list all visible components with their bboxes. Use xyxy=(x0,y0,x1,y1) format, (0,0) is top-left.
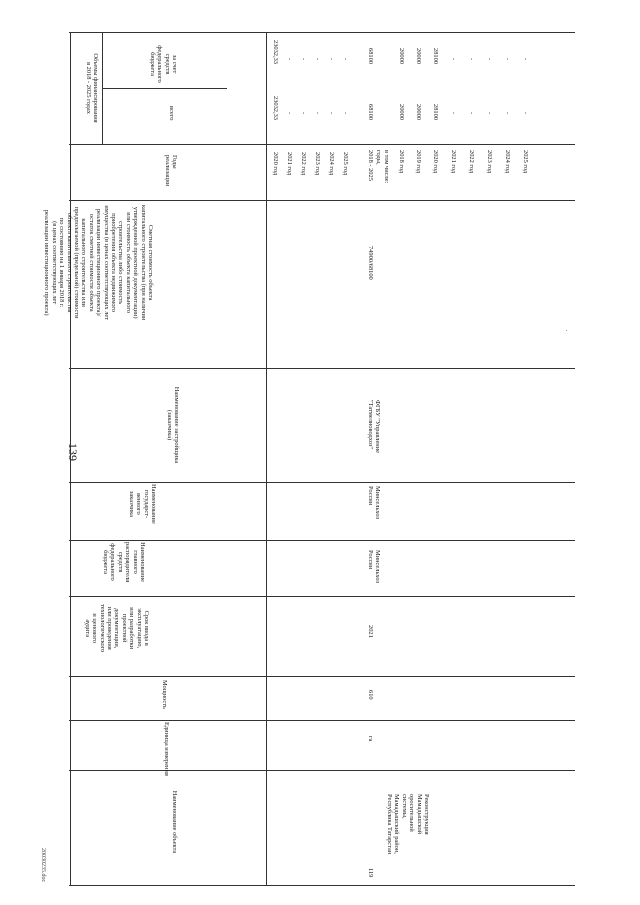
header-total: всего xyxy=(168,106,175,121)
header-chief-manager: Наименование главного распорядителя средств федерального бюджета xyxy=(101,542,146,583)
year-federal: 68100 xyxy=(367,48,374,64)
row-object-name: Реконструкция Мамадышской оросительной системы, Мамадышский район, Республика Татарстан xyxy=(385,794,430,855)
row-estimated-cost: 74900/68100 xyxy=(367,246,374,280)
year-label: 2021 год xyxy=(450,150,457,174)
row-unit: га xyxy=(367,736,374,742)
row-number: 119 xyxy=(367,868,374,878)
carryover-year: 2025 год xyxy=(342,152,349,176)
page-number: 139 xyxy=(66,443,80,461)
header-years: Годы реализации xyxy=(163,155,178,187)
header-unit: Единица измерения xyxy=(163,722,170,776)
row-chief-manager: Минсельхоз России xyxy=(366,550,381,584)
header-funding-group: Объемы финансирования в 2018 - 2025 годах xyxy=(84,53,99,123)
year-federal: - xyxy=(486,58,493,61)
year-federal: 20000 xyxy=(415,48,422,64)
year-federal: - xyxy=(504,58,511,61)
year-total: - xyxy=(522,112,529,115)
year-label: 2023 год xyxy=(486,150,493,174)
carryover-federal: - xyxy=(300,58,307,61)
year-federal: - xyxy=(468,58,475,61)
carryover-year: 2023 год xyxy=(314,152,321,176)
year-label: 2022 год xyxy=(468,150,475,174)
year-label: 2024 год xyxy=(504,150,511,174)
carryover-total: - xyxy=(314,112,321,115)
row-capacity: 610 xyxy=(367,690,374,700)
carryover-federal: - xyxy=(342,58,349,61)
header-object-name: Наименование объекта xyxy=(171,790,178,854)
carryover-year: 2022 год xyxy=(300,152,307,176)
row-commissioning: 2021 xyxy=(367,625,374,638)
header-developer: Наименование застройщика (заказчика) xyxy=(165,386,180,464)
row-developer: ФГБУ "Управление "Татмелиоводхоз" xyxy=(366,400,381,453)
year-federal: 20000 xyxy=(398,48,405,64)
year-total: 28100 xyxy=(432,104,439,120)
carryover-federal: - xyxy=(286,58,293,61)
year-total: - xyxy=(468,112,475,115)
year-label: 2018 - 2025 xyxy=(367,150,374,181)
carryover-year: 2020 год xyxy=(272,152,279,176)
year-federal: - xyxy=(450,58,457,61)
scan-speck xyxy=(566,330,567,331)
year-label: 2018 год xyxy=(398,150,405,174)
carryover-federal: 23032,33 xyxy=(272,40,279,64)
year-federal: 28100 xyxy=(432,48,439,64)
year-label: годы, xyxy=(375,150,382,165)
carryover-total: 23032,33 xyxy=(272,96,279,120)
header-commissioning: Срок ввода в эксплуатацию, или разработки проектной документации, или проведения технологического и ценового аудита xyxy=(83,604,150,653)
year-total: - xyxy=(486,112,493,115)
year-total: 20000 xyxy=(398,104,405,120)
year-label: в том числе: xyxy=(383,150,390,184)
document-reference: 20030235.doc xyxy=(40,848,46,883)
carryover-year: 2024 год xyxy=(328,152,335,176)
carryover-year: 2021 год xyxy=(286,152,293,176)
carryover-total: - xyxy=(328,112,335,115)
carryover-total: - xyxy=(342,112,349,115)
year-total: - xyxy=(504,112,511,115)
header-estimated-cost: Сметная стоимость объекта капитального строительства (при наличии утвержденной проектной документации) или стоимость объекта капитального строительства либо стоимость приобретения объекта недвижимого имущества (в ценах соответствующих лет реализации инвестиционного проекта)/ остаток сметной стоимости объекта капитального строительства или предполагаемой (предельной) стоимости объекта капитального строительства по состоянию на 1 января 2018 г. (в ценах соответствующих лет реализации инвестиционного проекта) xyxy=(43,205,154,321)
carryover-total: - xyxy=(300,112,307,115)
carryover-federal: - xyxy=(314,58,321,61)
header-federal-budget: за счет средств федерального бюджета xyxy=(148,45,178,83)
year-label: 2019 год xyxy=(415,150,422,174)
header-state-customer: Наименование государст- венного заказчика xyxy=(127,484,157,524)
year-label: 2020 год xyxy=(432,150,439,174)
year-total: 20000 xyxy=(415,104,422,120)
row-state-customer: Минсельхоз России xyxy=(366,486,381,520)
year-federal: - xyxy=(522,58,529,61)
carryover-total: - xyxy=(286,112,293,115)
year-label: 2025 год xyxy=(522,150,529,174)
carryover-federal: - xyxy=(328,58,335,61)
year-total: - xyxy=(450,112,457,115)
header-capacity: Мощность xyxy=(161,680,168,709)
year-total: 68100 xyxy=(367,104,374,120)
